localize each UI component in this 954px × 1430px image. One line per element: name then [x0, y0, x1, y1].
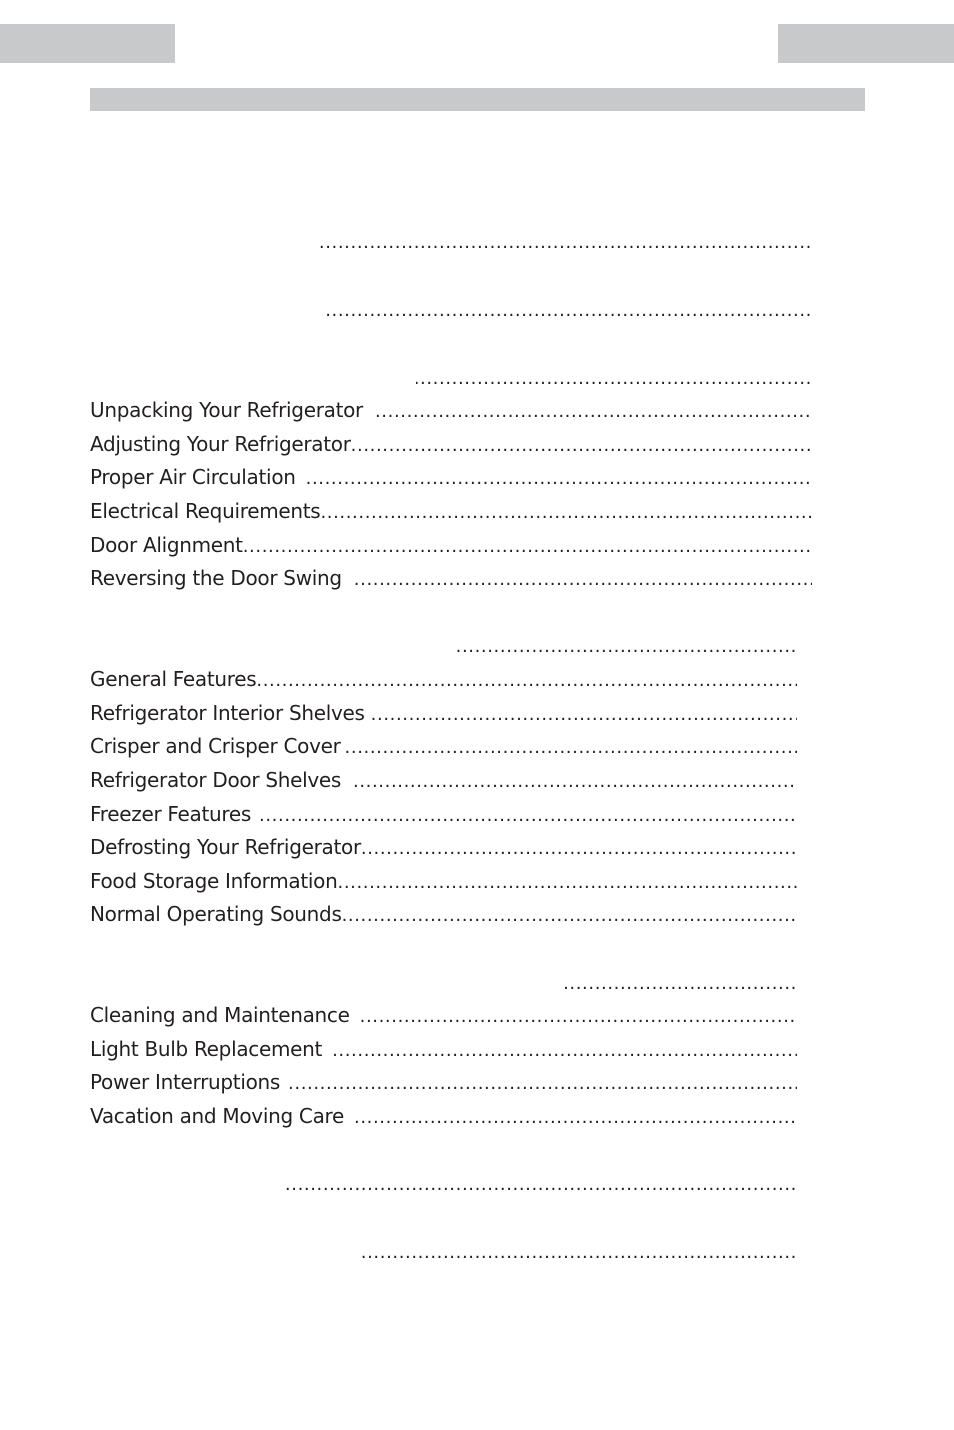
- toc-entry-label: Refrigerator Door Shelves: [90, 768, 342, 792]
- toc-entry-label: Cleaning and Maintenance: [90, 1003, 350, 1027]
- toc-entry-label: Power Interruptions: [90, 1070, 281, 1094]
- dot-leader: [332, 1036, 797, 1064]
- dot-leader: [371, 700, 797, 728]
- toc-entry-label: Freezer Features: [90, 802, 252, 826]
- toc-entry-label: Food Storage Information: [90, 869, 338, 893]
- dot-leader: [345, 733, 797, 761]
- dot-leader: [306, 464, 812, 492]
- toc-heading-leader: [90, 1170, 797, 1200]
- toc-entry-label: Crisper and Crisper Cover: [90, 734, 341, 758]
- toc-entry-label: Defrosting Your Refrigerator: [90, 835, 361, 859]
- toc-entry-label: Vacation and Moving Care: [90, 1104, 345, 1128]
- toc-entry[interactable]: [90, 1000, 797, 1030]
- dot-leader: [243, 532, 812, 560]
- dot-leader: [351, 431, 812, 459]
- toc-entry-label: Light Bulb Replacement: [90, 1037, 323, 1061]
- toc-entry[interactable]: [90, 832, 797, 862]
- toc-entry[interactable]: [90, 731, 797, 761]
- toc-entry[interactable]: [90, 462, 812, 492]
- toc-entry[interactable]: [90, 1034, 797, 1064]
- header-tab-left: [0, 24, 175, 63]
- dot-leader: [360, 1002, 797, 1030]
- dot-leader: [342, 901, 797, 929]
- toc-heading-leader: [90, 632, 797, 662]
- toc-entry[interactable]: [90, 866, 797, 896]
- dot-leader: [288, 1069, 797, 1097]
- dot-leader: [320, 498, 812, 526]
- toc-entry-label: Refrigerator Interior Shelves: [90, 701, 365, 725]
- toc-entry[interactable]: [90, 530, 812, 560]
- toc-heading-leader: [90, 296, 812, 326]
- header-tab-right: [778, 24, 954, 63]
- toc-entry[interactable]: [90, 1101, 797, 1131]
- toc-entry-label: Electrical Requirements: [90, 499, 321, 523]
- toc-entry-label: Normal Operating Sounds: [90, 902, 342, 926]
- toc-entry[interactable]: [90, 698, 797, 728]
- toc-entry[interactable]: [90, 395, 812, 425]
- dot-leader: [338, 868, 798, 896]
- toc-entry-label: Reversing the Door Swing: [90, 566, 342, 590]
- dot-leader: [354, 1103, 797, 1131]
- dot-leader: [353, 767, 797, 795]
- dot-leader: [259, 801, 797, 829]
- toc-entry[interactable]: [90, 1067, 797, 1097]
- toc-entry[interactable]: [90, 563, 812, 593]
- dot-leader: [354, 565, 812, 593]
- dot-leader: [375, 397, 812, 425]
- dot-leader: [361, 834, 797, 862]
- toc-entry[interactable]: [90, 429, 812, 459]
- toc-entry-label: Unpacking Your Refrigerator: [90, 398, 363, 422]
- toc-entry-label: General Features: [90, 667, 257, 691]
- toc-entry[interactable]: [90, 496, 812, 526]
- toc-entry[interactable]: [90, 664, 797, 694]
- toc-entry-label: Adjusting Your Refrigerator: [90, 432, 351, 456]
- toc-heading-leader: [90, 228, 812, 258]
- title-bar: [90, 88, 865, 111]
- toc-entry[interactable]: [90, 765, 797, 795]
- toc-entry[interactable]: [90, 799, 797, 829]
- toc-heading-leader: [90, 364, 812, 394]
- toc-entry[interactable]: [90, 899, 797, 929]
- toc-entry-label: Proper Air Circulation: [90, 465, 296, 489]
- toc-heading-leader: [90, 969, 797, 999]
- toc-entry-label: Door Alignment: [90, 533, 243, 557]
- toc-heading-leader: [90, 1238, 797, 1268]
- dot-leader: [256, 666, 797, 694]
